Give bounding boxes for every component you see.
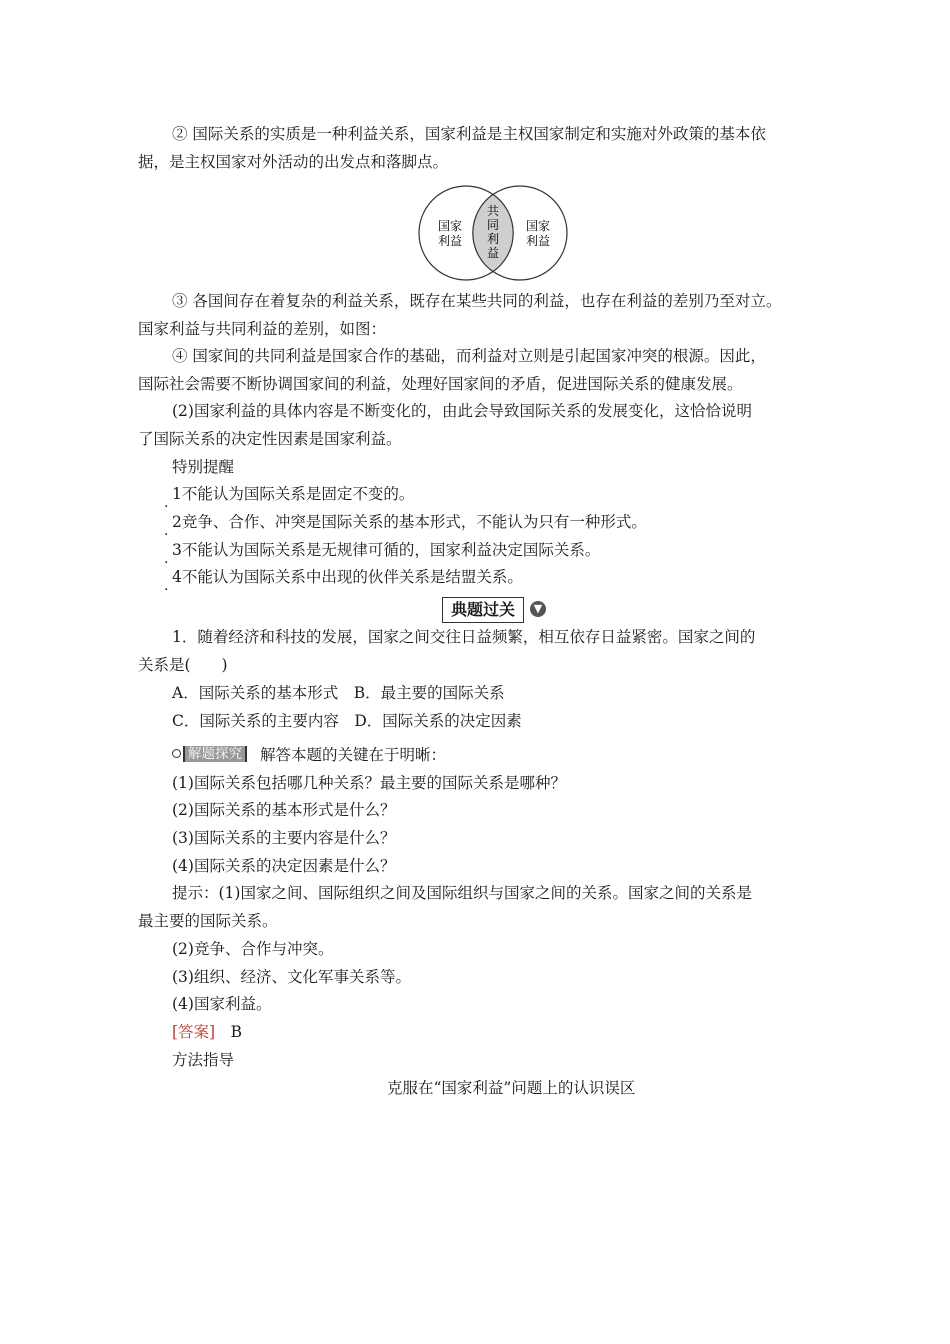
- venn-mid-label-4: 益: [486, 246, 500, 260]
- paragraph-line: 据，是主权国家对外活动的出发点和落脚点。: [138, 153, 449, 171]
- explore-question: (3)国际关系的主要内容是什么？: [172, 829, 396, 847]
- question-options: C．国际关系的主要内容 D．国际关系的决定因素: [172, 712, 522, 730]
- paragraph-line: ② 国际关系的实质是一种利益关系，国家利益是主权国家制定和实施对外政策的基本依: [172, 125, 766, 143]
- paragraph-line: 了国际关系的决定性因素是国家利益。: [138, 430, 402, 448]
- venn-diagram: [418, 183, 568, 283]
- venn-mid-label-2: 同: [486, 218, 500, 232]
- explore-tag: [172, 743, 247, 763]
- hint-line: (3)组织、经济、文化军事关系等。: [172, 968, 411, 986]
- explore-question: (2)国际关系的基本形式是什么？: [172, 801, 396, 819]
- paragraph-line: ③ 各国间存在着复杂的利益关系，既存在某些共同的利益，也存在利益的差别乃至对立。: [172, 292, 782, 310]
- chevron-down-icon: ▼: [530, 601, 546, 617]
- explore-label: 解题探究: [185, 746, 245, 762]
- method-subtitle: 克服在“国家利益”问题上的认识误区: [387, 1079, 636, 1097]
- explore-question: (4)国际关系的决定因素是什么？: [172, 857, 396, 875]
- venn-right-label-1: 国家: [525, 219, 551, 233]
- hint-line: (4)国家利益。: [172, 995, 272, 1013]
- divider-bar: [245, 746, 247, 762]
- explore-question: (1)国际关系包括哪几种关系？最主要的国际关系是哪种？: [172, 774, 566, 792]
- venn-mid-label-1: 共: [486, 204, 500, 218]
- reminder-item-text: 4不能认为国际关系中出现的伙伴关系是结盟关系。: [172, 568, 523, 586]
- hint-line: (2)竞争、合作与冲突。: [172, 940, 334, 958]
- answer-line: [172, 1022, 242, 1042]
- venn-left-label-2: 利益: [437, 234, 463, 248]
- answer-label: [答案]: [172, 1023, 216, 1041]
- reminder-item: [164, 512, 647, 539]
- circle-icon: [172, 749, 181, 758]
- question-stem: 1．随着经济和科技的发展，国家之间交往日益频繁，相互依存日益紧密。国家之间的: [172, 628, 756, 646]
- bullet-dot: .: [164, 523, 169, 539]
- venn-right-label-2: 利益: [525, 234, 551, 248]
- venn-left-label-1: 国家: [437, 219, 463, 233]
- question-stem: 关系是( ): [138, 656, 228, 674]
- answer-value: B: [230, 1023, 242, 1041]
- paragraph-line: (2)国家利益的具体内容是不断变化的，由此会导致国际关系的发展变化，这恰恰说明: [172, 402, 752, 420]
- venn-mid-label-3: 利: [486, 232, 500, 246]
- reminder-item-text: 3不能认为国际关系是无规律可循的，国家利益决定国际关系。: [172, 541, 601, 559]
- method-title: 方法指导: [172, 1051, 235, 1069]
- section-title: 典题过关: [442, 597, 524, 623]
- reminder-item: [164, 540, 601, 567]
- paragraph-line: 国际社会需要不断协调国家间的利益，处理好国家间的矛盾，促进国际关系的健康发展。: [138, 375, 743, 393]
- hint-line: 最主要的国际关系。: [138, 912, 278, 930]
- reminder-title: 特别提醒: [172, 458, 235, 476]
- bullet-dot: .: [164, 495, 169, 511]
- reminder-item: [164, 484, 415, 511]
- hint-line: 提示：(1)国家之间、国际组织之间及国际组织与国家之间的关系。国家之间的关系是: [172, 884, 752, 902]
- question-options: A．国际关系的基本形式 B．最主要的国际关系: [172, 684, 505, 702]
- paragraph-line: ④ 国家间的共同利益是国家合作的基础，而利益对立则是引起国家冲突的根源。因此，: [172, 347, 766, 365]
- paragraph-line: 国家利益与共同利益的差别，如图：: [138, 320, 387, 338]
- bullet-dot: .: [164, 578, 169, 594]
- explore-intro: 解答本题的关键在于明晰：: [260, 746, 447, 764]
- reminder-item: [164, 567, 523, 594]
- bullet-dot: .: [164, 551, 169, 567]
- reminder-item-text: 2竞争、合作、冲突是国际关系的基本形式，不能认为只有一种形式。: [172, 513, 647, 531]
- reminder-item-text: 1不能认为国际关系是固定不变的。: [172, 485, 415, 503]
